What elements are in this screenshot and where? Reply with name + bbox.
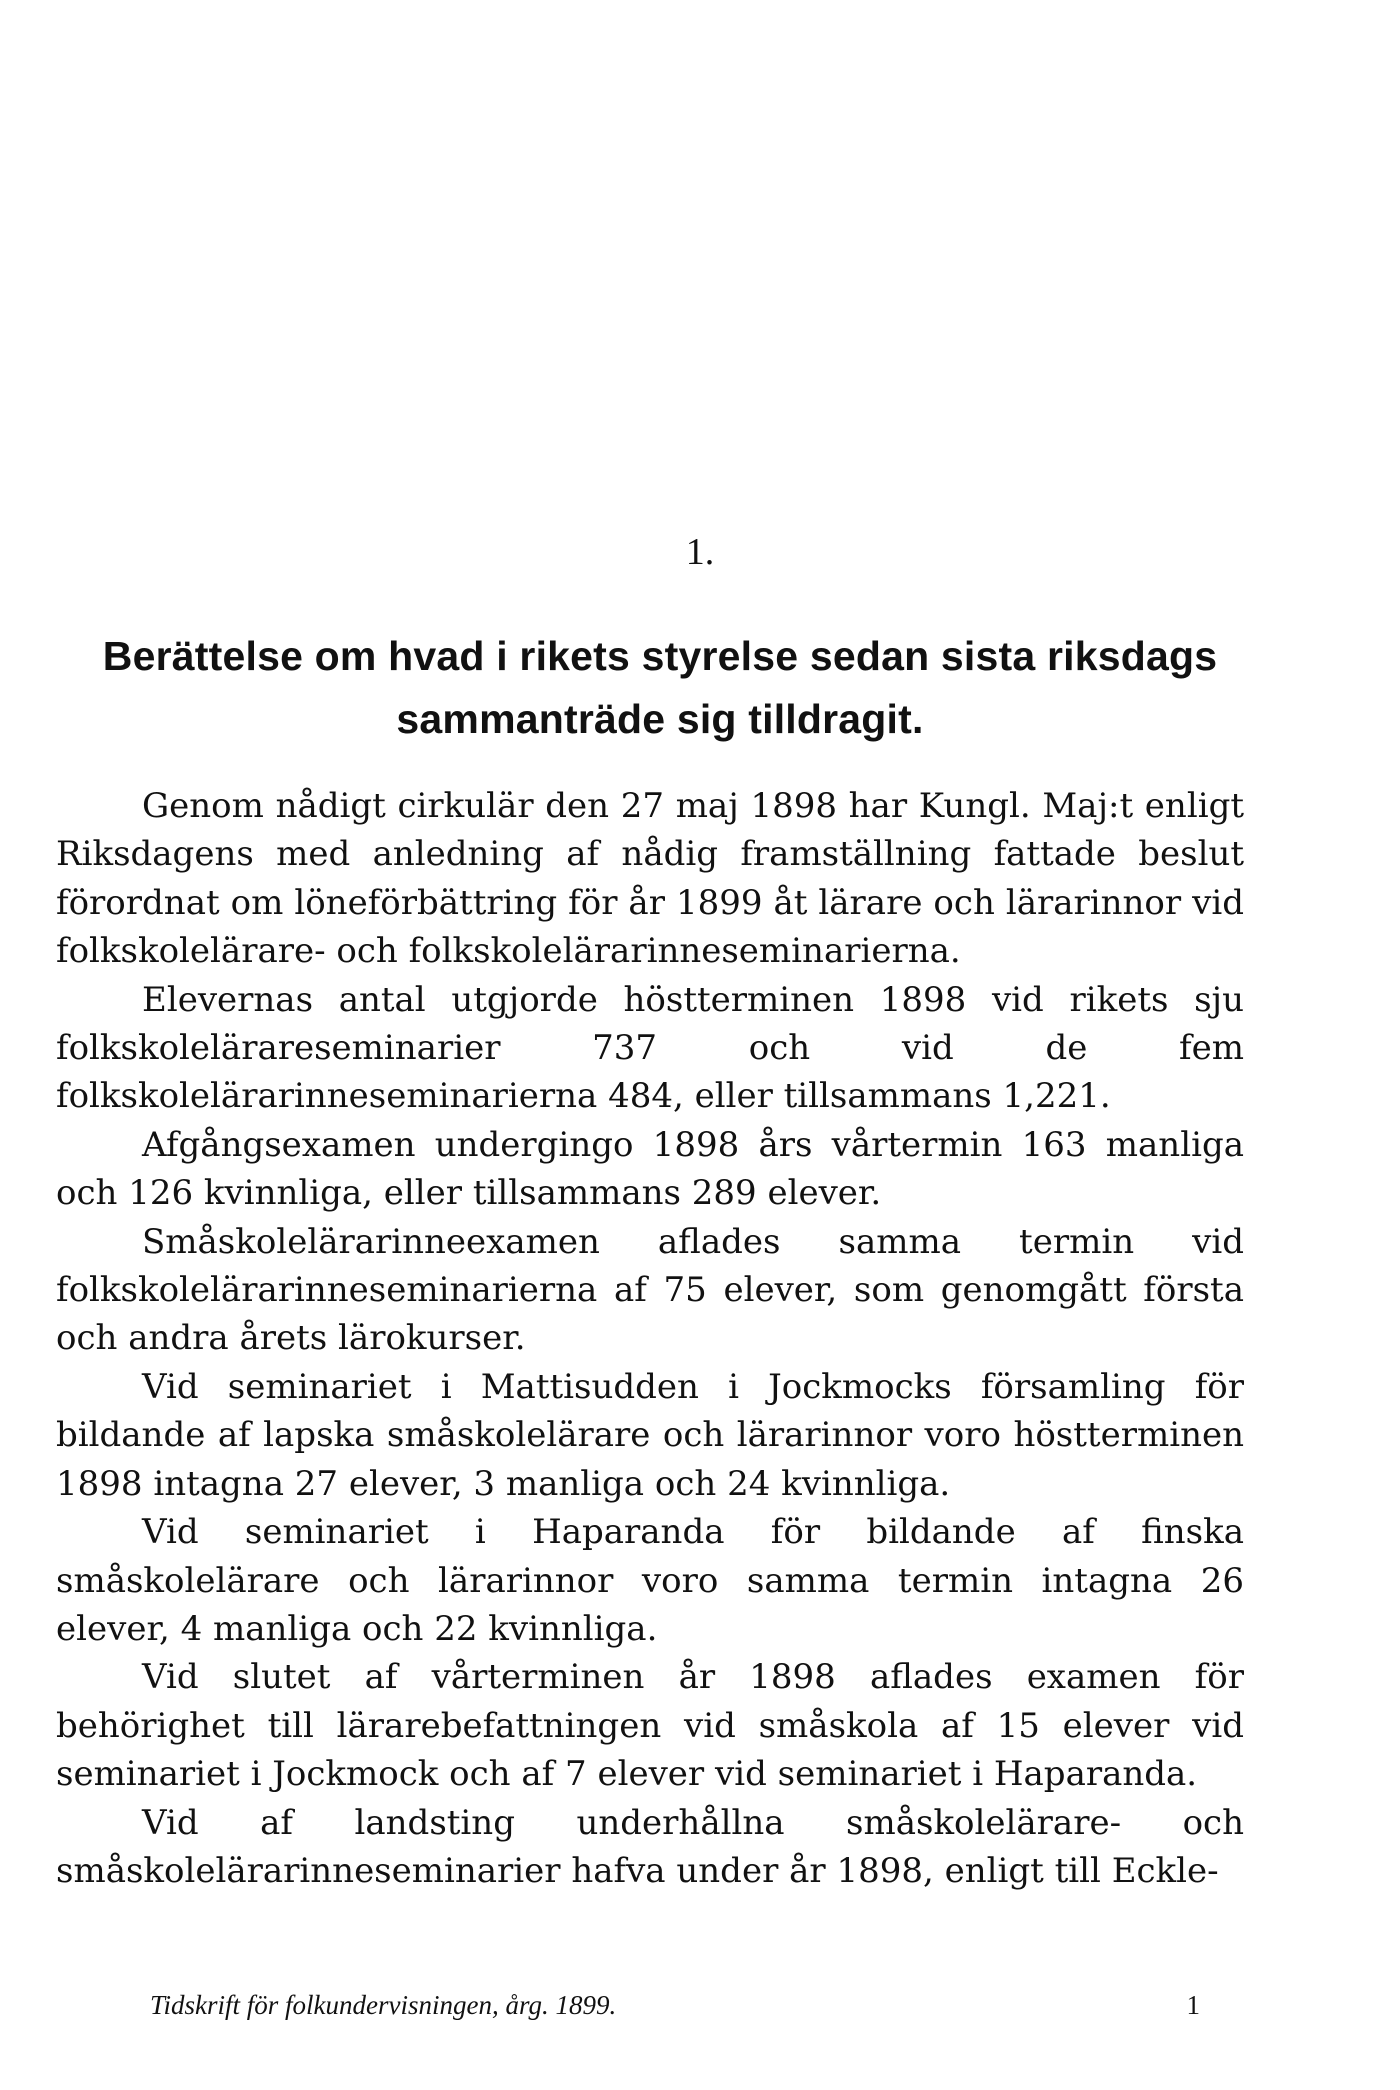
- paragraph: Elevernas antal utgjorde höstterminen 1898 vid rikets sju folkskolelärareseminarier 737 och vid de fem folkskolelärarinneseminarierna 484, eller tillsammans 1,221.: [56, 979, 1244, 1117]
- footer-journal-title: Tidskrift för folkundervisningen, årg. 1899.: [150, 1990, 617, 2020]
- footer-page-number: 1: [1186, 1990, 1200, 2020]
- paragraph: Vid seminariet i Haparanda för bildande af finska småskolelärare och lärarinnor voro samma termin intagna 26 elever, 4 manliga och 22 kvinnliga.: [56, 1512, 1244, 1649]
- document-heading: Berättelse om hvad i rikets styrelse sedan sista riksdags sammanträde sig tilldragit.: [102, 633, 1218, 742]
- section-number: 1.: [685, 531, 715, 573]
- paragraph: Vid slutet af vårterminen år 1898 aflades examen för behörighet till lärarebefattningen vid småskola af 15 elever vid seminariet i Jockmock och af 7 elever vid seminariet i Haparanda.: [56, 1657, 1244, 1795]
- paragraph: Småskolelärarinneexamen aflades samma termin vid folkskolelärarinneseminarierna af 75 elever, som genomgått första och andra årets lärokurser.: [56, 1221, 1244, 1359]
- paragraph: Genom nådigt cirkulär den 27 maj 1898 har Kungl. Maj:t enligt Riksdagens med anledning af nådig framställning fattade beslut förordnat om löneförbättring för år 1899 åt lärare och lärarinnor vid folkskolelärare- och folkskolelärarinneseminarierna.: [56, 786, 1244, 972]
- paragraph: Afgångsexamen undergingo 1898 års vårtermin 163 manliga och 126 kvinnliga, eller tillsammans 289 elever.: [56, 1124, 1244, 1214]
- paragraph: Vid seminariet i Mattisudden i Jockmocks församling för bildande af lapska småskolelärare och lärarinnor voro höstterminen 1898 intagna 27 elever, 3 manliga och 24 kvinnliga.: [56, 1366, 1244, 1504]
- body-text: [56, 782, 1244, 1895]
- paragraph: Vid af landsting underhållna småskolelärare- och småskolelärarinneseminarier hafva under år 1898, enligt till Eckle-: [56, 1802, 1244, 1891]
